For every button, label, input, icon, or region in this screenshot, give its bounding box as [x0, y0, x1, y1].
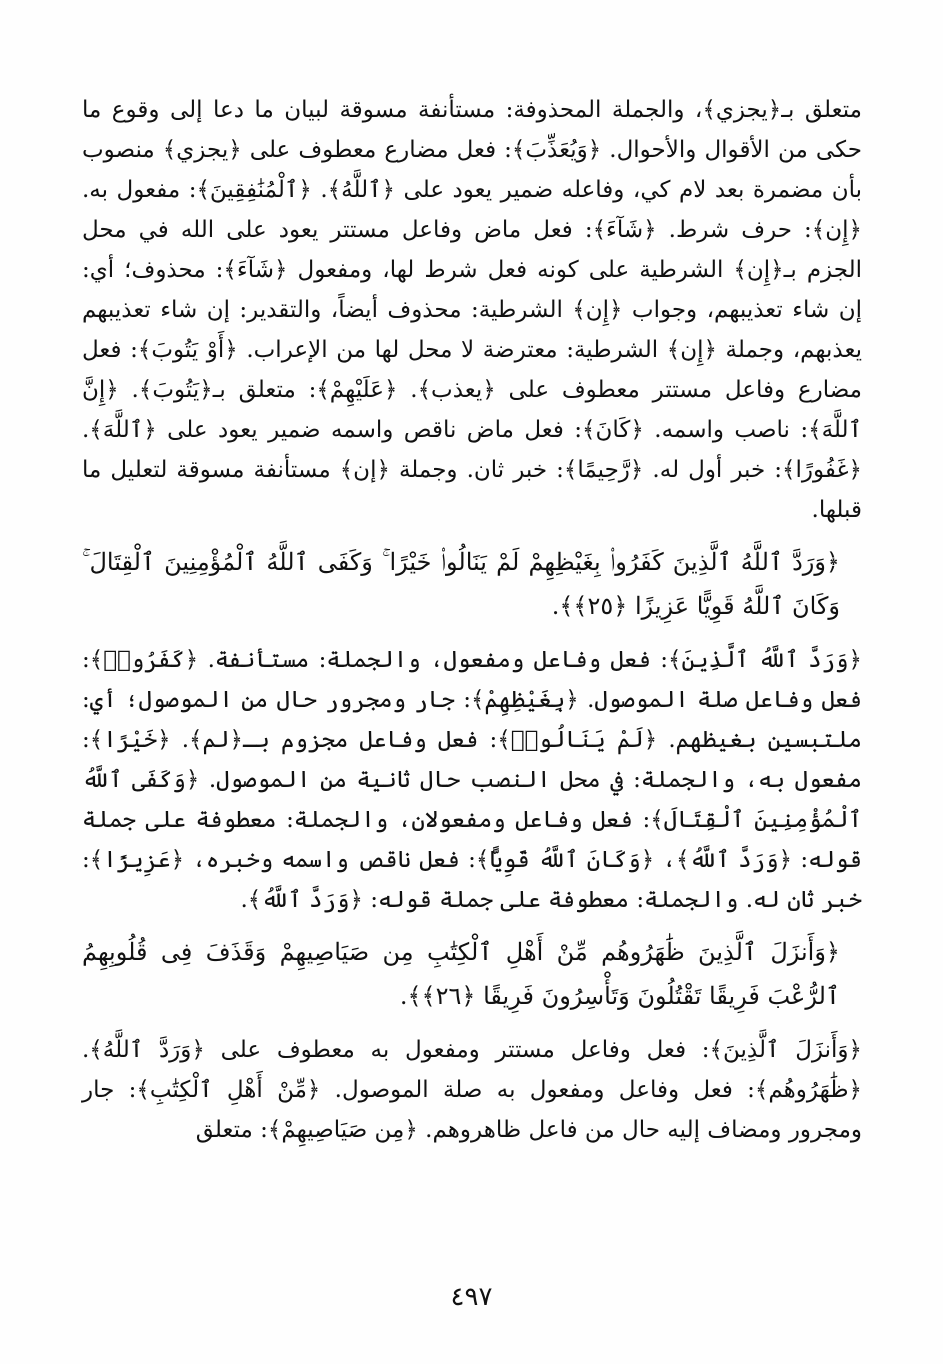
page-body [82, 90, 862, 1160]
quran-verse-25: ﴿وَرَدَّ ٱللَّهُ ٱلَّذِينَ كَفَرُوا۟ بِغَيْظِهِمْ لَمْ يَنَالُوا۟ خَيْرًا ۚ وَكَفَى ٱللَّهُ ٱلْمُؤْمِنِينَ ٱلْقِتَالَ ۚ وَكَانَ ٱللَّهُ قَوِيًّا عَزِيزًا ﴿٢٥﴾﴾. [82, 548, 840, 620]
commentary-paragraph-2: ﴿وَرَدَّ ٱللَّهُ ٱلَّذِينَ﴾: فعل وفاعل ومفعول، والجملة: مستأنفة. ﴿كَفَرُوا۟﴾: فعل وفاعل صلة الموصول. ﴿بِغَيْظِهِمْ﴾: جار ومجرور حال من الموصول؛ أي: ملتبسين بغيظهم. ﴿لَمْ يَنَالُوا۟﴾: فعل وفاعل مجزوم بـ﴿لم﴾. ﴿خَيْرًا﴾: مفعول به، والجملة: في محل النصب حال ثانية من الموصول. ﴿وَكَفَى ٱللَّهُ ٱلْمُؤْمِنِينَ ٱلْقِتَالَ﴾: فعل وفاعل ومفعولان، والجملة: معطوفة على جملة قوله: ﴿وَرَدَّ ٱللَّهُ﴾، ﴿وَكَانَ ٱللَّهُ قَوِيًّا﴾: فعل ناقص واسمه وخبره، ﴿عَزِيزًا﴾: خبر ثان له. والجملة: معطوفة على جملة قوله: ﴿وَرَدَّ ٱللَّهُ﴾. [82, 647, 862, 913]
commentary-paragraph-3: ﴿وَأَنزَلَ ٱلَّذِينَ﴾: فعل وفاعل مستتر ومفعول به معطوف على ﴿وَرَدَّ ٱللَّهُ﴾. ﴿ظَٰهَرُوهُم﴾: فعل وفاعل ومفعول به صلة الموصول. ﴿مِّنْ أَهْلِ ٱلْكِتَٰبِ﴾: جار ومجرور ومضاف إليه حال من فاعل ظاهروهم. ﴿مِن صَيَاصِيهِمْ﴾: متعلق [82, 1037, 862, 1143]
quran-verse-26: ﴿وَأَنزَلَ ٱلَّذِينَ ظَٰهَرُوهُم مِّنْ أَهْلِ ٱلْكِتَٰبِ مِن صَيَاصِيهِمْ وَقَذَفَ فِى قُلُوبِهِمُ ٱلرُّعْبَ فَرِيقًا تَقْتُلُونَ وَتَأْسِرُونَ فَرِيقًا ﴿٢٦﴾﴾. [82, 938, 840, 1010]
page-number: ٤٩٧ [450, 1282, 493, 1312]
commentary-paragraph-1: متعلق بـ﴿يجزي﴾، والجملة المحذوفة: مستأنفة مسوقة لبيان ما دعا إلى وقوع ما حكى من الأقوال والأحوال. ﴿وَيُعَذِّبَ﴾: فعل مضارع معطوف على ﴿يجزي﴾ منصوب بأن مضمرة بعد لام كي، وفاعله ضمير يعود على ﴿ٱللَّهُ﴾. ﴿ٱلْمُنَٰفِقِينَ﴾: مفعول به. ﴿إِن﴾: حرف شرط. ﴿شَآءَ﴾: فعل ماض وفاعل مستتر يعود على الله في محل الجزم بـ﴿إِن﴾ الشرطية على كونه فعل شرط لها، ومفعول ﴿شَآءَ﴾: محذوف؛ أي: إن شاء تعذيبهم، وجواب ﴿إِن﴾ الشرطية: محذوف أيضاً، والتقدير: إن شاء تعذيبهم يعذبهم، وجملة ﴿إِن﴾ الشرطية: معترضة لا محل لها من الإعراب. ﴿أَوْ يَتُوبَ﴾: فعل مضارع وفاعل مستتر معطوف على ﴿يعذب﴾. ﴿عَلَيْهِمْ﴾: متعلق بـ﴿يَتُوبَ﴾. ﴿إِنَّ ٱللَّهَ﴾: ناصب واسمه. ﴿كَانَ﴾: فعل ماض ناقص واسمه ضمير يعود على ﴿ٱللَّهَ﴾. ﴿غَفُورًا﴾: خبر أول له. ﴿رَّحِيمًا﴾: خبر ثان. وجملة ﴿إن﴾ مستأنفة مسوقة لتعليل ما قبلها. [82, 97, 862, 523]
